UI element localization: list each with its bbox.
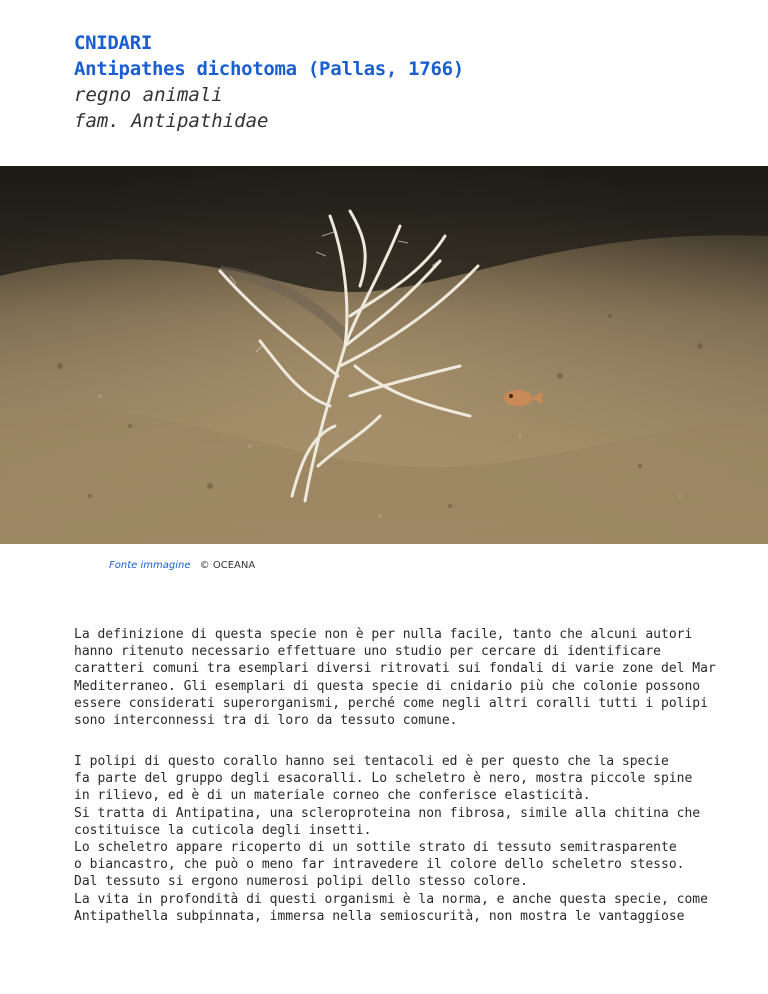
image-caption <box>109 560 255 571</box>
text-line: I polipi di questo corallo hanno sei tentacoli ed è per questo che la specie <box>74 754 669 769</box>
species-header <box>74 30 464 134</box>
coral-illustration <box>0 166 768 544</box>
text-line: sono interconnessi tra di loro da tessuto comune. <box>74 713 458 729</box>
paragraph-definition <box>74 626 714 729</box>
text-line: La vita in profondità di questi organismi è la norma, e anche questa specie, come <box>74 891 708 907</box>
text-line: Antipathella subpinnata, immersa nella semioscurità, non mostra le vantaggiose <box>74 908 685 924</box>
text-line: caratteri comuni tra esemplari diversi ritrovati sui fondali di varie zone del Mar <box>74 661 716 677</box>
text-line: hanno ritenuto necessario effettuare uno studio per cercare di identificare <box>74 644 661 660</box>
coral-photo <box>0 166 768 544</box>
kingdom-label: regno animali <box>74 84 223 106</box>
text-line: Lo scheletro appare ricoperto di un sottile strato di tessuto semitrasparente <box>74 840 677 856</box>
text-line: La definizione di questa specie non è per nulla facile, tanto che alcuni autori <box>74 627 693 642</box>
text-line: in rilievo, ed è di un materiale corneo che conferisce elasticità. <box>74 788 591 804</box>
text-line: fa parte del gruppo degli esacoralli. Lo scheletro è nero, mostra piccole spine <box>74 771 693 787</box>
text-line: Dal tessuto si ergono numerosi polipi dello stesso colore. <box>74 874 528 890</box>
text-line: essere considerati superorganismi, perché come negli altri coralli tutti i polipi <box>74 695 708 711</box>
family-label: fam. Antipathidae <box>74 110 269 132</box>
image-credit: © OCEANA <box>199 560 256 571</box>
text-line: o biancastro, che può o meno far intravedere il colore dello scheletro stesso. <box>74 857 685 873</box>
text-line: Si tratta di Antipatina, una scleroproteina non fibrosa, simile alla chitina che <box>74 805 701 821</box>
text-line: Mediterraneo. Gli esemplari di questa specie di cnidario più che colonie possono <box>74 678 701 694</box>
text-line: costituisce la cuticola degli insetti. <box>74 822 372 838</box>
image-source-link[interactable]: Fonte immagine <box>109 560 191 571</box>
species-title: Antipathes dichotoma (Pallas, 1766) <box>74 58 464 80</box>
paragraph-description <box>74 753 714 925</box>
phylum-title: CNIDARI <box>74 32 152 54</box>
